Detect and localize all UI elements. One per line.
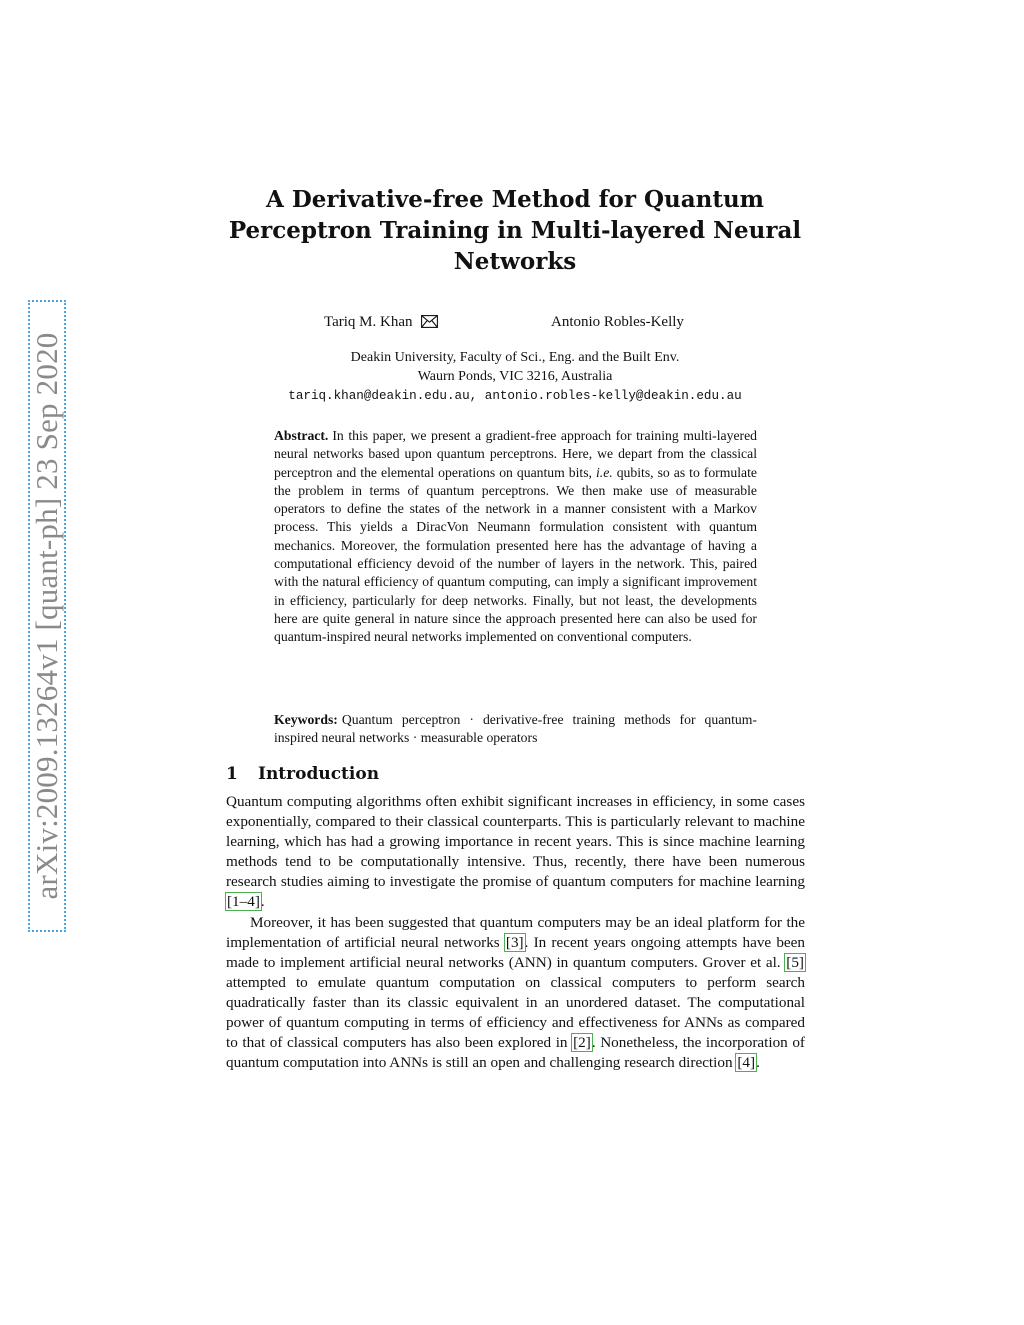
paragraph-1-text: Quantum computing algorithms often exhibit significant increases in efficiency, in some cases exponentially, compared to their classical counterparts. This is particularly relevant to machine learning, which has had a growing importance in recent years. This is since machine learning methods tend to be computationally intensive. Thus, recently, there have been numerous research studies aiming to investigate the promise of quantum computers for machine learning [226,793,805,890]
arxiv-identifier: arXiv:2009.13264v1 [quant-ph] 23 Sep 2020 [29,332,64,900]
paragraph-2-text-5: . [756,1054,760,1071]
paragraph-2-text-1: Moreover, it has been suggested that quantum computers may be an ideal platform for the implementation of artificial neural networks [226,914,805,951]
affiliation-line-1: Deakin University, Faculty of Sci., Eng. and the Built Env. [350,350,680,365]
intro-paragraph-2 [226,913,805,1073]
abstract-label: Abstract. [274,428,329,443]
author-2-name: Antonio Robles-Kelly [551,314,684,330]
section-title: Introduction [258,764,380,784]
envelope-icon[interactable] [421,315,438,333]
paragraph-2-text-4: . Nonetheless, the incorporation of quantum computation into ANNs is still an open and challenging research direction [226,1034,805,1071]
paragraph-2-text-3: attempted to emulate quantum computation on classical computers to perform search quadratically faster than its classic equivalent in an unordered dataset. The computational power of quantum computing in terms of efficiency and effectiveness for ANNs as compared to that of classical computers has also been explored in [226,974,805,1051]
affiliation-line-2: Waurn Ponds, VIC 3216, Australia [417,369,613,384]
keywords [274,711,757,748]
citation-link-3[interactable]: [3] [505,934,524,951]
keywords-text: Quantum perceptron · derivative-free training methods for quantum-inspired neural networks · measurable operators [274,712,757,746]
paragraph-2-text-2: . In recent years ongoing attempts have been made to implement artificial neural networks (ANN) in quantum computers. Grover et al. [226,934,805,971]
section-number: 1 [226,764,238,784]
keywords-label: Keywords: [274,712,338,727]
section-heading-introduction [226,764,379,784]
arxiv-stamp[interactable] [28,300,66,932]
abstract-text-2: qubits, so as to formulate the problem in terms of quantum perceptrons. We then make use of measurable operators to define the states of the network in a manner consistent with a Markov process. This yields a DiracVon Neumann formulation consistent with quantum mechanics. Moreover, the formulation presented here has the advantage of having a computational efficiency devoid of the number of layers in the network. This, paired with the natural efficiency of quantum computing, can imply a significant improvement in efficiency, particularly for deep networks. Finally, but not least, the developments here are quite general in nature since the approach presented here can also be used for quantum-inspired neural networks implemented on conventional computers. [274,464,757,645]
author-1 [324,314,438,333]
citation-link-4[interactable]: [4] [737,1054,756,1071]
abstract-ie: i.e. [595,464,613,480]
citation-link-1-4[interactable]: [1–4] [227,893,260,910]
citation-link-5[interactable]: [5] [786,954,804,971]
paper-title: A Derivative-free Method for Quantum Perceptron Training in Multi-layered Neural Networks [228,186,802,275]
citation-link-2[interactable]: [2] [573,1034,591,1051]
author-1-name: Tariq M. Khan [324,314,413,330]
author-emails[interactable]: tariq.khan@deakin.edu.au, antonio.robles-kelly@deakin.edu.au [288,389,742,403]
abstract-text-1: In this paper, we present a gradient-free approach for training multi-layered neural networks based upon quantum perceptrons. Here, we depart from the classical perceptron and the elemental operations on quantum bits, [274,428,757,480]
intro-paragraph-1 [226,792,805,912]
paragraph-1-end: . [260,893,265,910]
abstract [274,427,757,647]
